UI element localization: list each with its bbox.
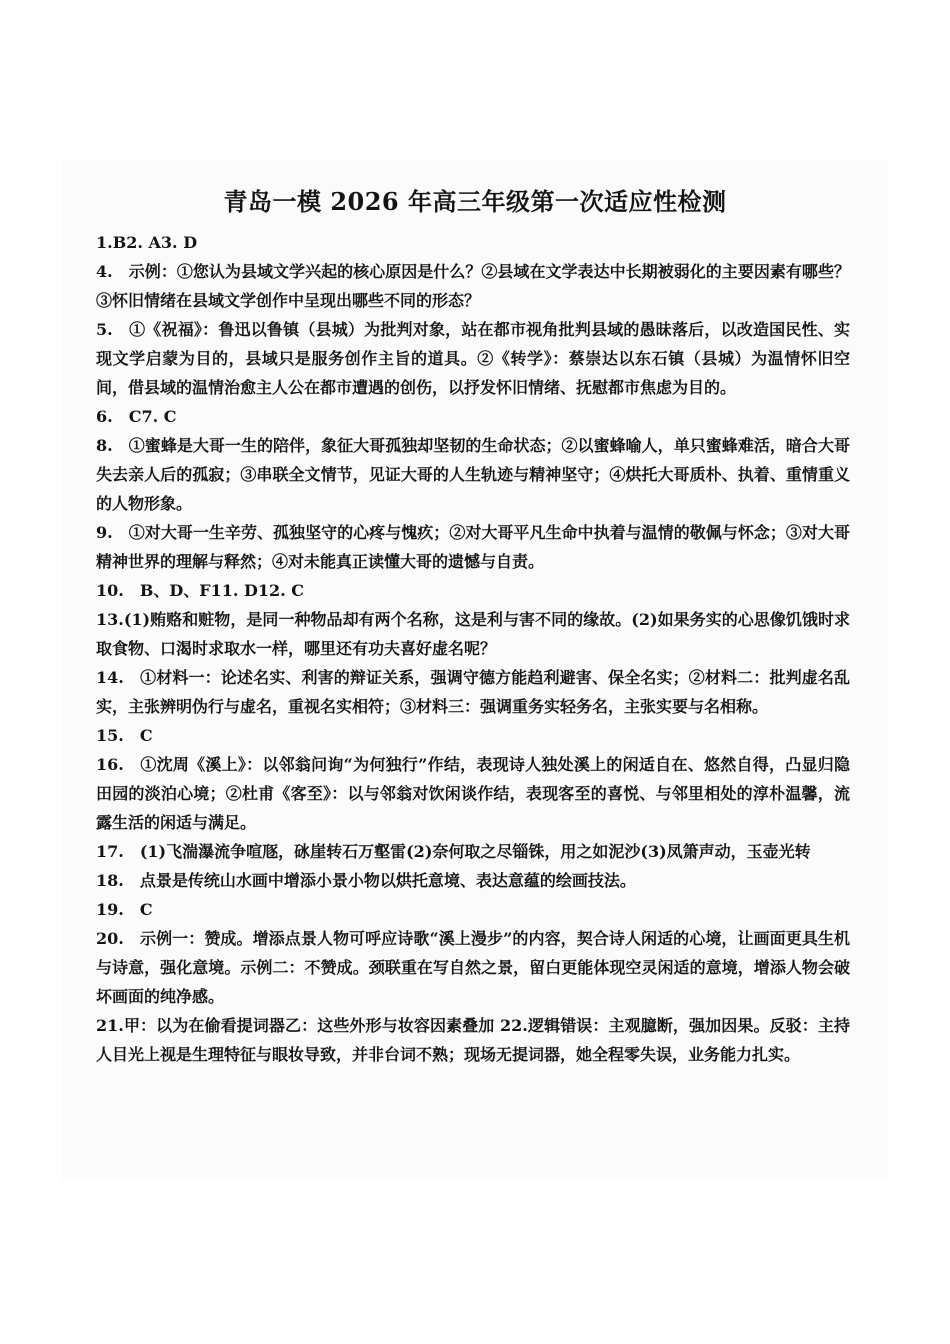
answer-item-21-22: 21.甲：以为在偷看提词器乙：这些外形与妆容因素叠加 22.逻辑错误：主观臆断，强加因果。反驳：主持人目光上视是生理特征与眼妆导致，并非台词不熟；现场无提词器，她全程零失误，业务能力扎实。: [96, 1016, 850, 1064]
answer-item-19: 19. C: [96, 900, 153, 919]
answer-item-17: 17. (1)飞湍瀑流争喧豗，砯崖转石万壑雷(2)奈何取之尽锱铢，用之如泥沙(3)凤箫声动，玉壶光转: [96, 842, 811, 861]
answer-item-18: 18. 点景是传统山水画中增添小景小物以烘托意境、表达意蕴的绘画技法。: [96, 871, 636, 890]
page-title: 青岛一模 2026 年高三年级第一次适应性检测: [223, 187, 727, 216]
answer-item-5: 5. ①《祝福》：鲁迅以鲁镇（县城）为批判对象，站在都市视角批判县域的愚昧落后，以改造国民性、实现文学启蒙为目的，县域只是服务创作主旨的道具。②《转学》：蔡崇达以东石镇（县城）为温情怀旧空间，借县域的温情治愈主人公在都市遭遇的创伤，以抒发怀旧情绪、抚慰都市焦虑为目的。: [96, 320, 850, 397]
answer-item-14: 14. ①材料一：论述名实、利害的辩证关系，强调守德方能趋利避害、保全名实；②材料二：批判虚名乱实，主张辨明伪行与虚名，重视名实相符；③材料三：强调重务实轻务名，主张实要与名相称。: [96, 668, 850, 716]
answer-item-8: 8. ①蜜蜂是大哥一生的陪伴，象征大哥孤独却坚韧的生命状态；②以蜜蜂喻人，单只蜜蜂难活，暗合大哥失去亲人后的孤寂；③串联全文情节，见证大哥的人生轨迹与精神坚守；④烘托大哥质朴、执着、重情重义的人物形象。: [96, 436, 850, 513]
answer-item-16: 16. ①沈周《溪上》：以邻翁问询“为何独行”作结，表现诗人独处溪上的闲适自在、悠然自得，凸显归隐田园的淡泊心境；②杜甫《客至》：以与邻翁对饮闲谈作结，表现客至的喜悦、与邻里相处的淳朴温馨，流露生活的闲适与满足。: [96, 755, 850, 832]
answer-item-9: 9. ①对大哥一生辛劳、孤独坚守的心疼与愧疚；②对大哥平凡生命中执着与温情的敬佩与怀念；③对大哥精神世界的理解与释然；④对未能真正读懂大哥的遗憾与自责。: [96, 523, 850, 571]
answer-item-20: 20. 示例一：赞成。增添点景人物可呼应诗歌“溪上漫步”的内容，契合诗人闲适的心境，让画面更具生机与诗意，强化意境。示例二：不赞成。颈联重在写自然之景，留白更能体现空灵闲适的意境，增添人物会破坏画面的纯净感。: [96, 929, 850, 1006]
answer-item-4: 4. 示例：①您认为县域文学兴起的核心原因是什么？②县域在文学表达中长期被弱化的主要因素有哪些？③怀旧情绪在县域文学创作中呈现出哪些不同的形态？: [96, 262, 850, 310]
answer-item-15: 15. C: [96, 726, 153, 745]
answer-item-10-12: 10. B、D、F11. D12. C: [96, 581, 305, 600]
answer-item-1-3: 1.B2. A3. D: [96, 233, 198, 252]
answer-item-6-7: 6. C7. C: [96, 407, 177, 426]
answer-list: [96, 228, 850, 1069]
answer-item-13: 13.(1)贿赂和赃物，是同一种物品却有两个名称，这是利与害不同的缘故。(2)如果务实的心思像饥饿时求取食物、口渴时求取水一样，哪里还有功夫喜好虚名呢？: [96, 610, 850, 658]
